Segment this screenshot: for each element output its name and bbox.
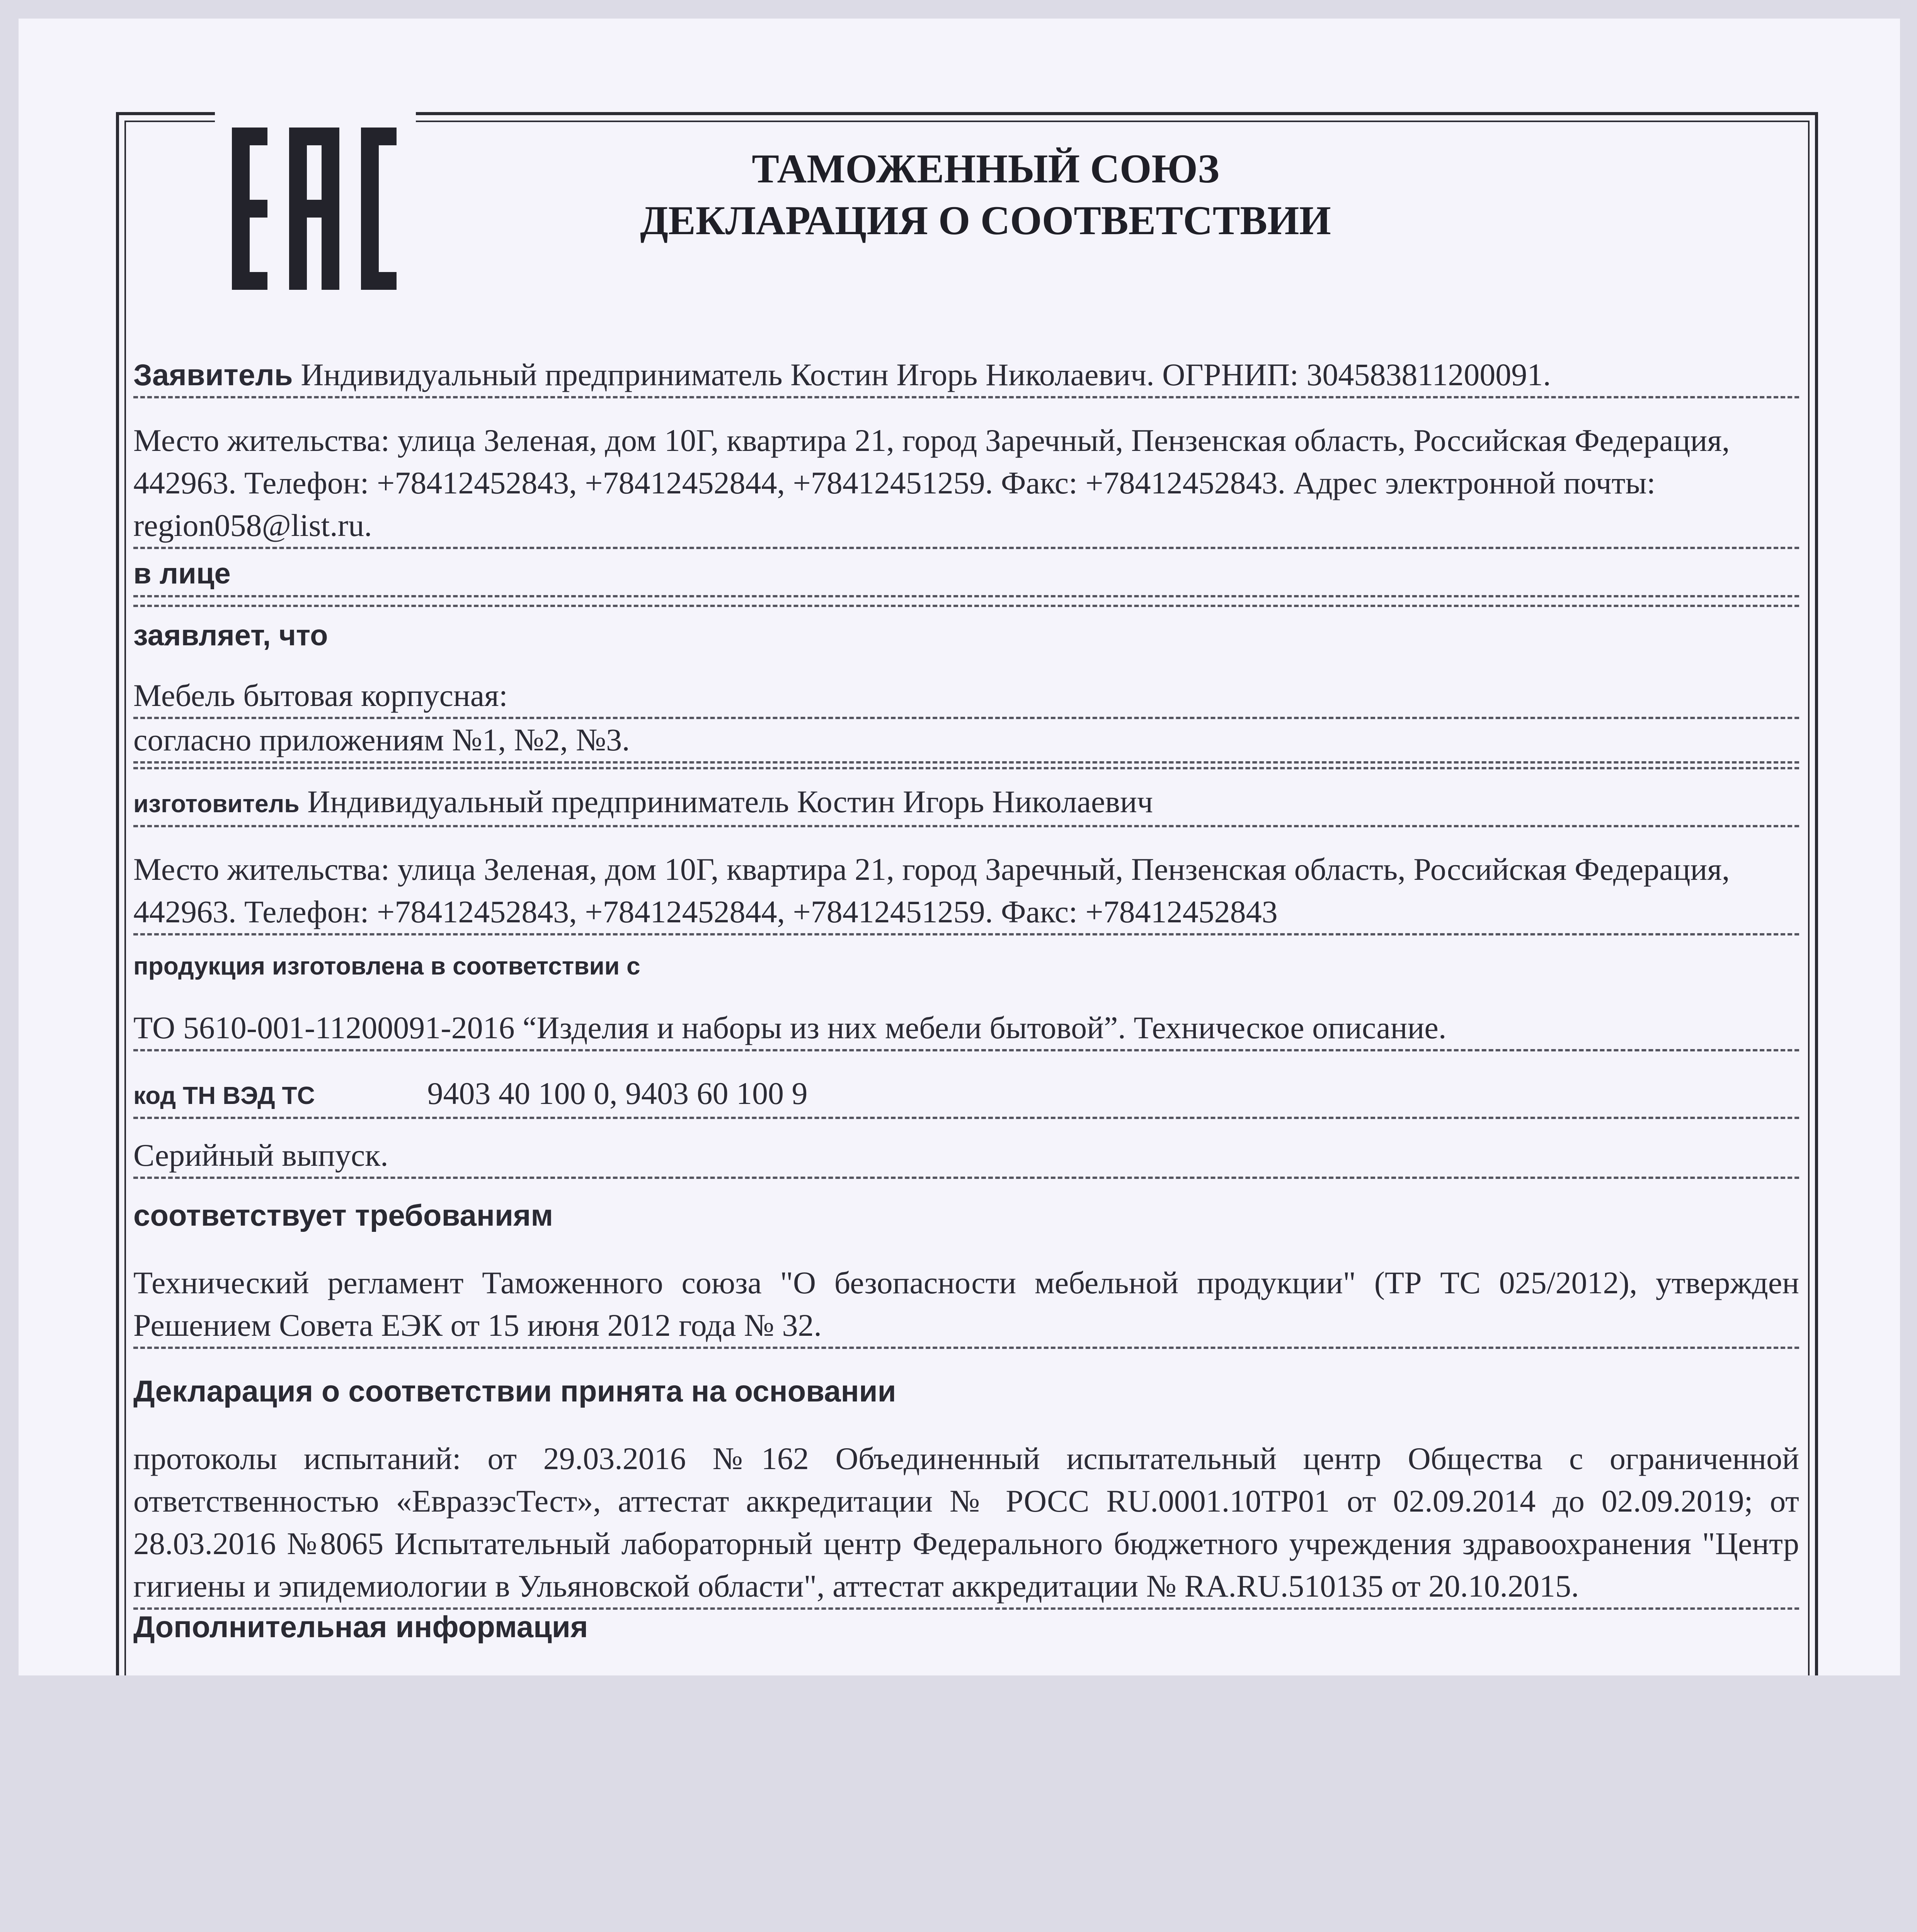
tn-ved-value: 9403 40 100 0, 9403 60 100 9	[427, 1076, 808, 1111]
manufacturer-row	[133, 781, 1799, 827]
title-customs-union: ТАМОЖЕННЫЙ СОЮЗ	[752, 146, 1219, 191]
tn-ved-row	[133, 1072, 1799, 1119]
basis-label-row	[133, 1370, 1799, 1412]
applicant-value: Индивидуальный предприниматель Костин Игорь Николаевич. ОГРНИП: 304583811200091.	[301, 357, 1551, 392]
represented-row	[133, 553, 1799, 597]
eac-logo	[232, 128, 402, 290]
declares-label: заявляет, что	[133, 619, 328, 652]
additional-label: Дополнительная информация	[133, 1610, 588, 1644]
product-line-1: Мебель бытовая корпусная:	[133, 674, 1799, 719]
title-declaration: ДЕКЛАРАЦИЯ О СООТВЕТСТВИИ	[640, 198, 1331, 243]
basis-label: Декларация о соответствии принята на основании	[133, 1374, 896, 1408]
manufacturer-address: Место жительства: улица Зеленая, дом 10Г, квартира 21, город Заречный, Пензенская область, Российская Федерация, 442963. Телефон: +78412452843, +78412452844, +78412451259. Факс: +78412452843	[133, 848, 1799, 935]
serial-row: Серийный выпуск.	[133, 1134, 1799, 1179]
manufacturer-label: изготовитель	[133, 790, 300, 818]
produced-per-label: продукция изготовлена в соответствии с	[133, 952, 640, 980]
complies-label-row	[133, 1194, 1799, 1236]
applicant-row	[133, 354, 1799, 398]
represented-label: в лице	[133, 557, 231, 590]
additional-label-row	[133, 1605, 1799, 1648]
product-line-2: согласно приложениям №1, №2, №3.	[133, 719, 1799, 764]
complies-value: Технический регламент Таможенного союза "О безопасности мебельной продукции" (ТР ТС 025/2012), утвержден Решением Совета ЕЭК от 15 июня 2012 года № 32.	[133, 1262, 1799, 1349]
applicant-address: Место жительства: улица Зеленая, дом 10Г, квартира 21, город Заречный, Пензенская область, Российская Федерация, 442963. Телефон: +78412452843, +78412452844, +78412451259. Факс: +78412452843. Адрес электронной почты: region058@list.ru.	[133, 419, 1799, 549]
manufacturer-value: Индивидуальный предприниматель Костин Игорь Николаевич	[307, 784, 1153, 819]
declares-label-row	[133, 614, 1799, 657]
tn-ved-label: код ТН ВЭД ТС	[133, 1082, 315, 1109]
complies-label: соответствует требованиям	[133, 1198, 553, 1232]
applicant-label: Заявитель	[133, 358, 293, 392]
blank-scan-area	[0, 1675, 1917, 1932]
produced-per-value: ТО 5610-001-11200091-2016 “Изделия и наборы из них мебели бытовой”. Техническое описание.	[133, 1007, 1799, 1051]
basis-value: протоколы испытаний: от 29.03.2016 №162 Объединенный испытательный центр Общества с ограниченной ответственностью «ЕвразэсТест», аттестат аккредитации № РОСС RU.0001.10ТР01 от 02.09.2014 до 02.09.2019; от 28.03.2016 №8065 Испытательный лабораторный центр Федерального бюджетного учреждения здравоохранения "Центр гигиены и эпидемиологии в Ульяновской области", аттестат аккредитации № RA.RU.510135 от 20.10.2015.	[133, 1437, 1799, 1610]
produced-per-label-row	[133, 945, 1799, 987]
